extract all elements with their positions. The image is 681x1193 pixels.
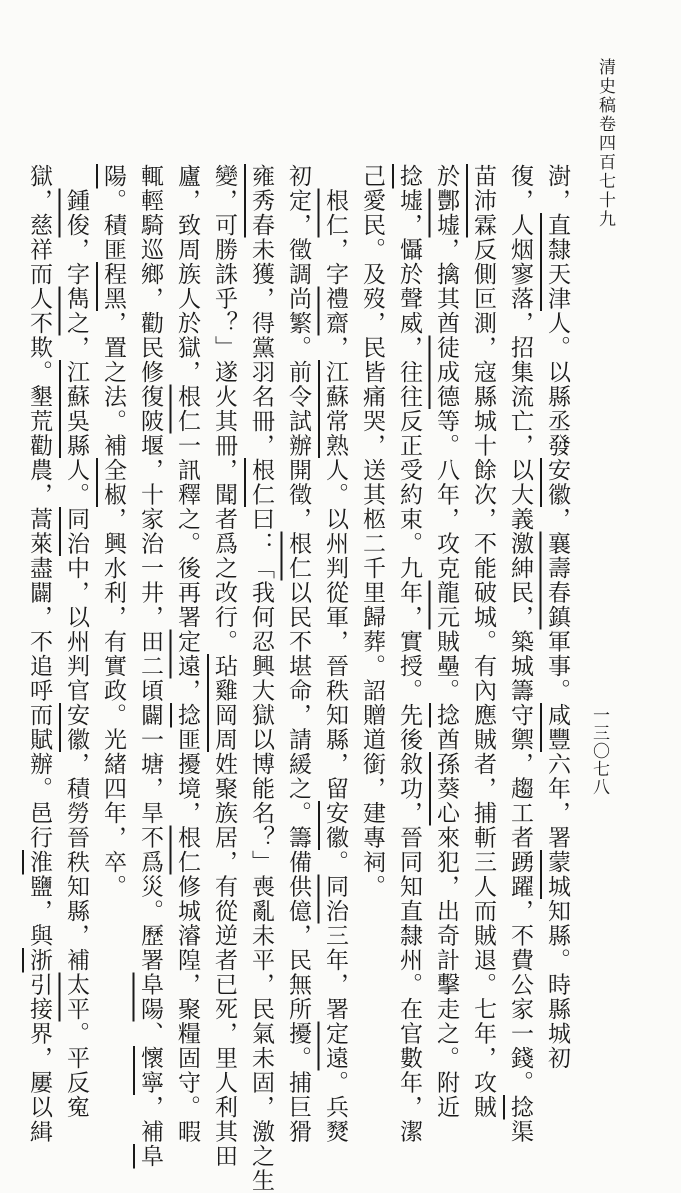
- proper-noun-text: 雋之: [63, 286, 89, 336]
- proper-noun-text: 龍元: [433, 580, 459, 630]
- body-text: 復，人烟寥落，招集流亡，以大義激紳民，築城籌守禦，趨工者踴躍，不費公家一錢。: [507, 164, 533, 1095]
- proper-noun-text: 捻: [396, 164, 422, 189]
- body-text: ，補: [137, 1095, 163, 1144]
- text-column: [545, 164, 568, 1071]
- body-text: 三年，署: [322, 923, 348, 1022]
- proper-noun-text: 苗沛霖: [470, 164, 496, 238]
- body-text: 渠: [507, 1119, 533, 1144]
- proper-noun-text: 蒙城: [544, 850, 570, 899]
- body-text: 人。以州判從軍，晉秩知縣，留: [322, 458, 348, 801]
- proper-noun-text: 根仁: [248, 458, 274, 507]
- body-text: ，擒其酋: [433, 237, 459, 336]
- body-text: [322, 164, 348, 189]
- text-column: [27, 164, 50, 1144]
- body-text: 鹽，與: [26, 874, 52, 948]
- body-text: ，: [174, 678, 200, 703]
- body-text: 墟，懾於聲威，往往反正受約束。九年，實授。先後敘功，晉同知直隸州。在官數年，潔: [396, 188, 422, 1144]
- proper-noun-text: 江蘇常熟: [322, 360, 348, 458]
- body-text: 反側叵測，寇縣城十餘次，不能破城。有內應賊者，捕斬三人而賊退。七年，攻賊: [470, 237, 496, 1120]
- proper-noun-text: 陽: [100, 164, 126, 189]
- text-column: [212, 164, 235, 1169]
- proper-noun-text: 全椒: [100, 458, 126, 507]
- body-text: 澍，: [544, 164, 570, 213]
- proper-noun-text: 咸豐: [544, 703, 570, 752]
- proper-noun-text: 江蘇吳縣: [63, 360, 89, 458]
- body-text: 修城濬隍，聚糧固守。暇: [174, 874, 200, 1144]
- text-column: [249, 164, 272, 1193]
- proper-noun-text: 阜陽: [137, 972, 163, 1022]
- body-text: 匪擾境，: [174, 727, 200, 826]
- proper-noun-text: 徒成德: [433, 335, 459, 409]
- proper-noun-text: 孫葵心: [433, 752, 459, 826]
- proper-noun-text: 直隸天津: [544, 213, 570, 311]
- proper-noun-text: 禮齋: [322, 286, 348, 336]
- body-text: ，積勞晉秩知縣，補: [63, 752, 89, 973]
- proper-noun-text: 襄壽春鎮: [544, 531, 570, 630]
- body-text: 。兵燹: [322, 1070, 348, 1144]
- body-text: 。: [322, 850, 348, 875]
- proper-noun-text: 捻: [507, 1095, 533, 1120]
- proper-noun-text: 懷寧: [137, 1046, 163, 1095]
- page-number: 一三〇七八: [589, 706, 609, 796]
- body-text: 知縣。時縣城初: [544, 899, 570, 1071]
- body-text: 未獲，得黨羽名冊，: [248, 237, 274, 458]
- body-text: 輒輕騎巡鄉，勸民修復陂堰，十家治一井，田二頃闢一塘，旱不爲災。歷署: [137, 164, 163, 973]
- text-column: [508, 164, 531, 1144]
- body-text: 酋: [433, 727, 459, 752]
- body-text: 等。八年，攻克: [433, 409, 459, 581]
- proper-noun-text: 根仁: [285, 531, 311, 581]
- proper-noun-text: 酆墟: [433, 188, 459, 238]
- proper-noun-text: 安徽: [63, 703, 89, 752]
- body-text: ，: [322, 335, 348, 360]
- proper-noun-text: 根仁: [174, 384, 200, 434]
- text-column: [101, 164, 124, 899]
- body-text: 變，可勝誅乎？」遂火其冊，聞者爲之改行。: [211, 164, 237, 654]
- body-text: 一訊釋之。後再署: [174, 433, 200, 630]
- proper-noun-text: 阜: [137, 1144, 163, 1169]
- body-text: ，字: [322, 237, 348, 287]
- body-text: 來犯，出奇計擊走之。附近: [433, 825, 459, 1120]
- body-text: 人。以縣丞發: [544, 311, 570, 458]
- proper-noun-text: 淮: [26, 850, 52, 875]
- proper-noun-text: 安徽: [544, 458, 570, 507]
- body-text: 廬，致周族人於獄，: [174, 164, 200, 385]
- body-text: 己愛民。及歿，民皆痛哭，送其柩二千里歸葬。詔贈道銜，建專祠。: [359, 164, 385, 899]
- body-text: 初定，徵調尚繁。前令試辦開徵，: [285, 164, 311, 532]
- proper-noun-text: 捻: [174, 703, 200, 728]
- body-text: ，: [63, 335, 89, 360]
- text-column: [286, 164, 309, 1144]
- body-text: 中，以州判官: [63, 556, 89, 703]
- proper-noun-text: 安徽: [322, 801, 348, 850]
- proper-noun-text: 太平: [63, 972, 89, 1022]
- proper-noun-text: 玷雞岡周: [211, 654, 237, 752]
- body-text: 六年，署: [544, 752, 570, 850]
- proper-noun-text: 同治: [322, 874, 348, 924]
- body-text: ，興水利，有實政。光緒四年，卒。: [100, 507, 126, 899]
- proper-noun-text: 鍾俊: [63, 188, 89, 238]
- body-text: 。平反寃: [63, 1021, 89, 1120]
- body-text: 賊壘。: [433, 629, 459, 703]
- body-text: 人。: [63, 458, 89, 507]
- text-column: [434, 164, 457, 1120]
- body-text: 軍事。: [544, 629, 570, 703]
- proper-noun-text: 定遠: [322, 1021, 348, 1071]
- proper-noun-text: 程黑: [100, 262, 126, 311]
- text-column: [175, 164, 198, 1144]
- body-text: 引接界，屢以緝: [26, 972, 52, 1144]
- body-text: 。積匪: [100, 188, 126, 262]
- text-column: [397, 164, 420, 1144]
- body-text: 姓聚族居，有從逆者已死，里人利其田: [211, 752, 237, 1169]
- body-text: 獄，慈祥而人不欺。墾荒勸農，蒿萊盡闢，不追呼而賦辦。邑行: [26, 164, 52, 850]
- proper-noun-text: 雍秀春: [248, 164, 274, 238]
- text-column: [138, 164, 161, 1169]
- body-text: 、: [137, 1021, 163, 1046]
- running-title: 清史稿卷四百七十九: [595, 58, 615, 229]
- proper-noun-text: 捻: [433, 703, 459, 728]
- body-text: 以民不堪命，請緩之。籌備供億，民無所擾。捕巨猾: [285, 580, 311, 1144]
- body-text: [63, 164, 89, 189]
- text-column: [64, 164, 87, 1120]
- proper-noun-text: 定遠: [174, 629, 200, 679]
- text-column: [360, 164, 383, 899]
- body-text: ，置之法。補: [100, 311, 126, 458]
- proper-noun-text: 同治: [63, 507, 89, 556]
- body-text: 於: [433, 164, 459, 189]
- body-text: ，: [544, 507, 570, 532]
- text-column: [323, 164, 346, 1144]
- body-text: ，字: [63, 237, 89, 287]
- proper-noun-text: 根仁: [322, 188, 348, 238]
- proper-noun-text: 根仁: [174, 825, 200, 875]
- proper-noun-text: 浙: [26, 948, 52, 973]
- text-column: [471, 164, 494, 1120]
- body-text: 曰：「我何忍興大獄以博能名？」喪亂未平，民氣未固，激之生: [248, 507, 274, 1193]
